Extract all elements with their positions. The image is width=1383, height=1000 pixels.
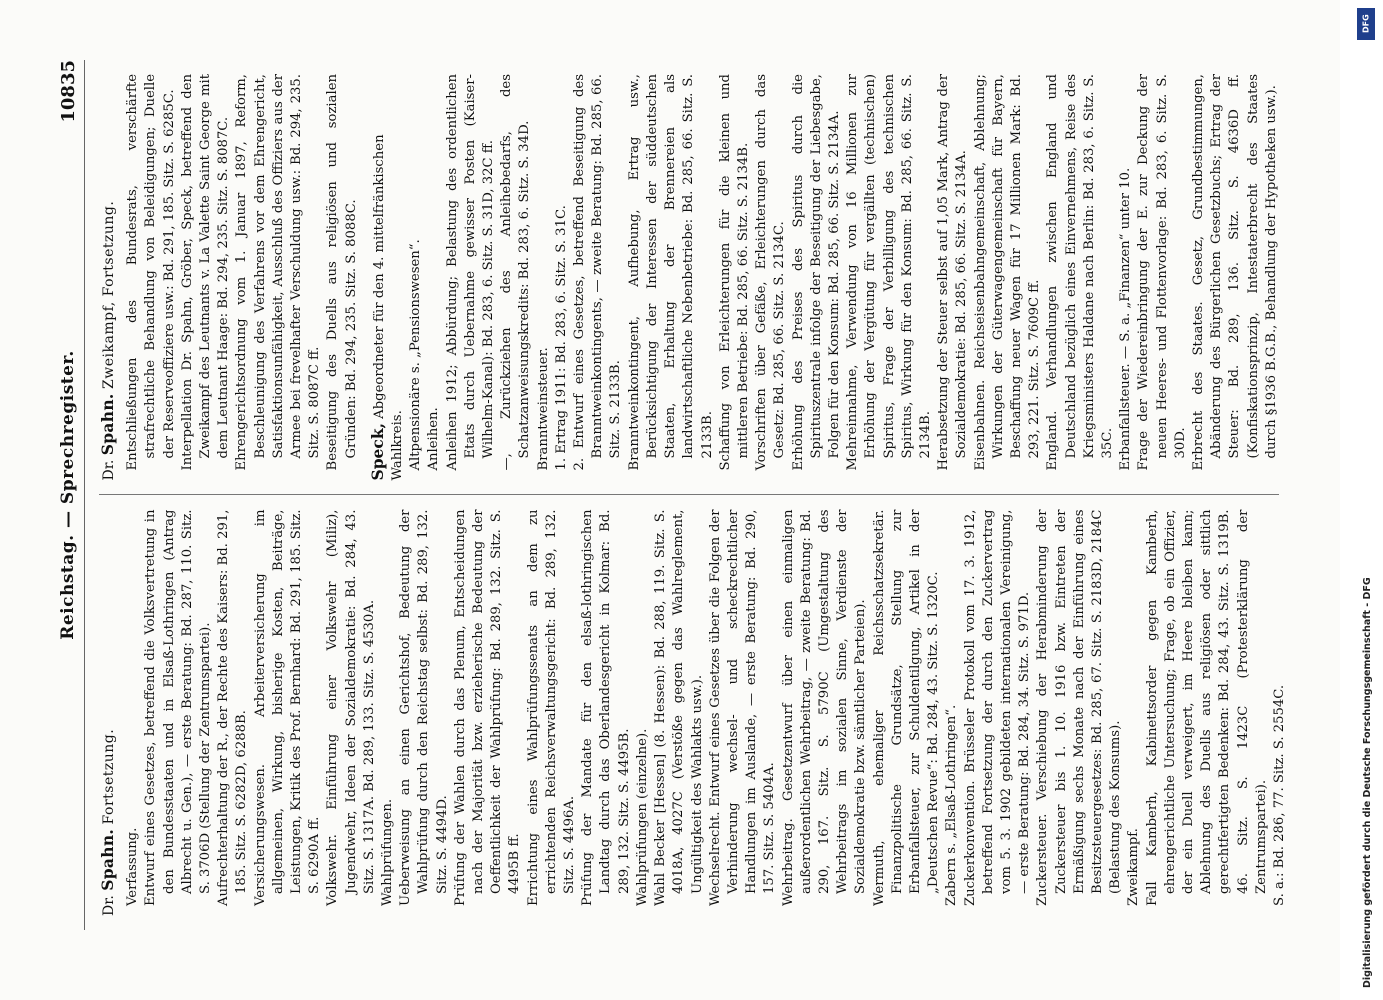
speaker-name: Spahn. xyxy=(98,393,117,456)
index-entry: Branntweinsteuer. xyxy=(535,347,551,471)
index-entry: Zuckerkonvention. Brüsseler Protokoll vom 17. 3. 1912, betreffend Fortsetzung der durch den Zuckervertrag vom 5. 3. 1902 gebildeten internationalen Vereinigung, — erste Beratung: Bd. 284, 34. Sitz. S. 971D. xyxy=(962,509,1033,906)
continued-label: Zweikampf, Fortsetzung. xyxy=(101,200,117,389)
index-entry: Wechselrecht. Entwurf eines Gesetzes über die Folgen der Verhinderung wechsel- und scheckrechtlicher Handlungen im Auslande, — erste Beratung: Bd. 290, 157. Sitz. S. 5404A. xyxy=(707,509,778,906)
column-header xyxy=(99,74,118,481)
index-entry: Altpensionäre s. „Pensionswesen“. xyxy=(408,239,424,471)
entry-list xyxy=(124,510,1289,917)
index-entry: Erbanfallsteuer. — S. a. „Finanzen“ unter 10. xyxy=(1118,167,1134,471)
right-column xyxy=(99,60,1279,496)
index-entry: Frage der Wiedereinbringung der E. zur Deckung der neuen Heeres- und Flottenvorlage: Bd. 283, 6. Sitz. S. 30D. xyxy=(1136,74,1188,471)
index-entry: S. a.: Bd. 286, 77. Sitz. S. 2554C. xyxy=(1272,684,1287,906)
index-entry: Wermuth, ehemaliger Reichsschatzsekretär. Finanzpolitische Grundsätze, Stellung zur Erbanfallsteuer, zur Schuldentilgung, Artikel in der „Deutschen Revue“: Bd. 284, 43. Sitz. S. 1320C. xyxy=(871,509,942,906)
index-entry: Eisenbahnen. Reichseisenbahngemeinschaft, Ablehnung; Wirkungen der Güterwagengemeinschaft für Bayern, Beschaffung neuer Wagen für 17 Millionen Mark: Bd. 293, 221. Sitz. S. 7609C ff. xyxy=(972,74,1043,471)
index-entry: Zweikampf. xyxy=(1126,828,1142,906)
index-entry: Beseitigung des Duells aus religiösen und sozialen Gründen: Bd. 294, 235. Sitz. S. 8088C. xyxy=(325,74,359,471)
page-number: 10835 xyxy=(58,60,79,123)
index-entry: Fall Kamberh, Kabinettsorder gegen Kamberh, ehrengerichtliche Untersuchung; Frage, ob ein Offizier, der ein Duell verweigert, im Heere bleiben kann; Ablehnung des Duells aus religiösen oder sittlich gerechtfertigten Bedenken: Bd. 284, 43. Sitz. S. 1319B. 46. Sitz. S. 1423C (Protesterklärung der Zentrumspartei). xyxy=(1144,509,1269,906)
index-entry: Anleihen 1912; Abbürdung; Belastung des ordentlichen Etats durch Uebernahme gewisser Posten (Kaiser-Wilhelm-Kanal): Bd. 283, 6. Sitz. S. 31D, 32C ff. xyxy=(444,74,497,471)
speaker-description: Abgeordneter für den 4. mittelfränkischen Wahlkreis. xyxy=(371,134,406,481)
funding-note: Digitalisierung gefördert durch die Deutsche Forschungsgemeinschaft - DFG xyxy=(1362,577,1373,988)
index-entry: Prüfung der Mandate für den elsaß-lothringischen Landtag durch das Oberlandesgericht in Kolmar: Bd. 289, 132. Sitz. S. 4495B. xyxy=(580,509,632,906)
index-entry: Schaffung von Erleichterungen für die kleinen und mittleren Betriebe: Bd. 285, 66. Sitz. S. 2134B. xyxy=(717,74,751,471)
index-entry: Volkswehr. Einführung einer Volkswehr (Miliz), Jugendwehr, Ideen der Sozialdemokratie: Bd. 284, 43. Sitz. S. 1317A. Bd. 289, 133. Sitz. S. 4530A. xyxy=(325,509,377,906)
running-header xyxy=(58,60,85,930)
index-entry: Wahl Becker [Hessen] (8. Hessen): Bd. 288, 119. Sitz. S. 4018A, 4027C (Verstöße gegen das Wahlreglement, Ungültigkeit des Wahlakts usw.). xyxy=(653,509,705,906)
speaker-name: Speck, xyxy=(367,423,387,481)
index-entry: Herabsetzung der Steuer selbst auf 1,05 Mark, Antrag der Sozialdemokratie: Bd. 285, 66. Sitz. S. 2134A. xyxy=(936,74,970,471)
index-entry: Wehrbeitrag. Gesetzentwurf über einen einmaligen außerordentlichen Wehrbeitrag, — zweite Beratung: Bd. 290, 167. Sitz. S. 5790C (Umgestaltung des Wehrbeitrags im sozialen Sinne, Verdienste der Sozialdemokratie bzw. sämtlicher Parteien). xyxy=(780,509,869,906)
index-entry: Erhöhung des Preises des Spiritus durch die Spirituszentrale infolge der Beseitigung der Liebesgabe, Folgen für den Konsum: Bd. 285, 66. Sitz. S. 2134A. xyxy=(790,74,842,471)
index-entry: Ueberweisung an einen Gerichtshof, Bedeutung der Wahlprüfung durch den Reichstag selbst: Bd. 289, 132. Sitz. S. 4494D. xyxy=(398,509,450,906)
index-entry: Versicherungswesen. Arbeiterversicherung im allgemeinen, Wirkung, bisherige Kosten, Beiträge, Leistungen, Kritik des Prof. Bernhard: Bd. 291, 185. Sitz. S. 6290A ff. xyxy=(252,509,323,906)
dfg-logo: DFG xyxy=(1357,8,1375,40)
speaker-prefix: Dr. xyxy=(101,895,117,916)
two-column-body xyxy=(98,60,1287,930)
speaker-prefix: Dr. xyxy=(101,459,117,481)
column-header xyxy=(99,510,118,917)
index-entry: Aufrechterhaltung der R., der Rechte des Kaisers: Bd. 291, 185. Sitz. S. 6282D, 6288B. xyxy=(216,509,250,906)
index-entry: 2. Entwurf eines Gesetzes, betreffend Beseitigung des Branntweinkontingents, — zweite Beratung: Bd. 285, 66. Sitz. S. 2133B. xyxy=(572,74,624,471)
index-entry: —, Zurückziehen des Anleihebedarfs, des Schatzanweisungskredits: Bd. 283, 6. Sitz. S. 34D. xyxy=(499,74,533,471)
index-entry: Wahlprüfungen (einzelne). xyxy=(634,728,650,906)
index-entry: Prüfung der Wahlen durch das Plenum, Entscheidungen nach der Majorität bzw. erzieherische Bedeutung der Oeffentlichkeit der Wahlprüfung: Bd. 289, 132. Sitz. S. 4495B ff. xyxy=(452,509,523,906)
index-entry: Wahlprüfungen. xyxy=(380,798,396,906)
entry-list xyxy=(407,74,1281,481)
index-entry: Vorschriften über Gefäße, Erleichterungen durch das Gesetz: Bd. 285, 66. Sitz. S. 2134C. xyxy=(754,74,788,471)
left-column xyxy=(98,496,1287,931)
index-entry: Verfassung. xyxy=(125,827,141,906)
index-entry: Interpellation Dr. Spahn, Gröber, Speck, betreffend den Zweikampf des Leutnants v. La Valette Saint George mit dem Leutnant Haage: Bd. 294, 235. Sitz. S. 8087C. xyxy=(179,74,232,471)
side-note xyxy=(1353,8,1377,993)
continued-label: Fortsetzung. xyxy=(101,728,117,825)
index-entry: 1. Ertrag 1911: Bd. 283, 6. Sitz. S. 31C. xyxy=(553,205,569,471)
index-entry: Branntweinkontingent, Aufhebung, Ertrag usw., Berücksichtigung der Interessen der süddeutschen Staaten, Erhaltung der Brennereien als landwirtschaftliche Nebenbetriebe: Bd. 285, 66. Sitz. S. 2133B. xyxy=(626,74,715,471)
index-entry: Zuckersteuer. Verschiebung der Herabminderung der Zuckersteuer bis 1. 10. 1916 bzw. Eintreten der Ermäßigung sechs Monate nach der Einführung eines Besitzsteuergesetzes: Bd. 285, 67. Sitz. S. 2183D, 2184C (Belastung des Konsums). xyxy=(1035,509,1124,906)
entry-list xyxy=(124,74,361,481)
index-entry: Anleihen. xyxy=(426,407,442,471)
index-entry: Erbrecht des Staates. Gesetz, Grundbestimmungen, Abänderung des Bürgerlichen Gesetzbuchs; Ertrag der Steuer: Bd. 289, 136. Sitz. S. 4636D ff. (Konfiskationsprinzip, Intestaterbrecht des Staates durch §1936 B.G.B., Behandlung der Hypotheken usw.). xyxy=(1190,74,1279,471)
index-entry: Mehreinnahme, Verwendung von 16 Millionen zur Erhöhung der Vergütung für vergällten (technischen) Spiritus, Frage der Verbilligung des technischen Spiritus, Wirkung für den Konsum: Bd. 285, 66. Sitz. S. 2134B. xyxy=(845,74,933,471)
index-entry: England. Verhandlungen zwischen England und Deutschland bezüglich eines Einvernehmens, Reise des Kriegsministers Haldane nach Berlin: Bd. 283, 6. Sitz. S. 35C. xyxy=(1045,74,1115,471)
index-entry: Zabern s. „Elsaß-Lothringen“. xyxy=(944,704,960,906)
speaker-name: Spahn. xyxy=(98,828,117,891)
speaker-heading xyxy=(369,74,407,481)
page-title: Reichstag. — Sprechregister. xyxy=(58,350,78,640)
index-entry: Entschließungen des Bundesrats, verschärfte strafrechtliche Behandlung von Beleidigungen; Duelle der Reserveoffiziere usw.: Bd. 291, 185. Sitz. S. 6285C. xyxy=(125,74,177,471)
index-entry: Errichtung eines Wahlprüfungssenats an dem zu errichtenden Reichsverwaltungsgericht: Bd. 289, 132. Sitz. S. 4496A. xyxy=(525,509,578,906)
index-entry: Ehrengerichtsordnung vom 1. Januar 1897, Reform, Beschleunigung des Verfahrens vor dem Ehrengericht, Satisfaktionsunfähigkeit, Ausschluß des Offiziers aus der Armee bei frevelhafter Verschuldung usw.: Bd. 294, 235. Sitz. S. 8087C ff. xyxy=(234,74,323,471)
index-entry: Entwurf eines Gesetzes, betreffend die Volksvertretung in den Bundesstaaten und in Elsaß-Lothringen (Antrag Albrecht u. Gen.), — erste Beratung: Bd. 287, 110. Sitz. S. 3706D (Stellung der Zentrumspartei). xyxy=(143,509,214,906)
